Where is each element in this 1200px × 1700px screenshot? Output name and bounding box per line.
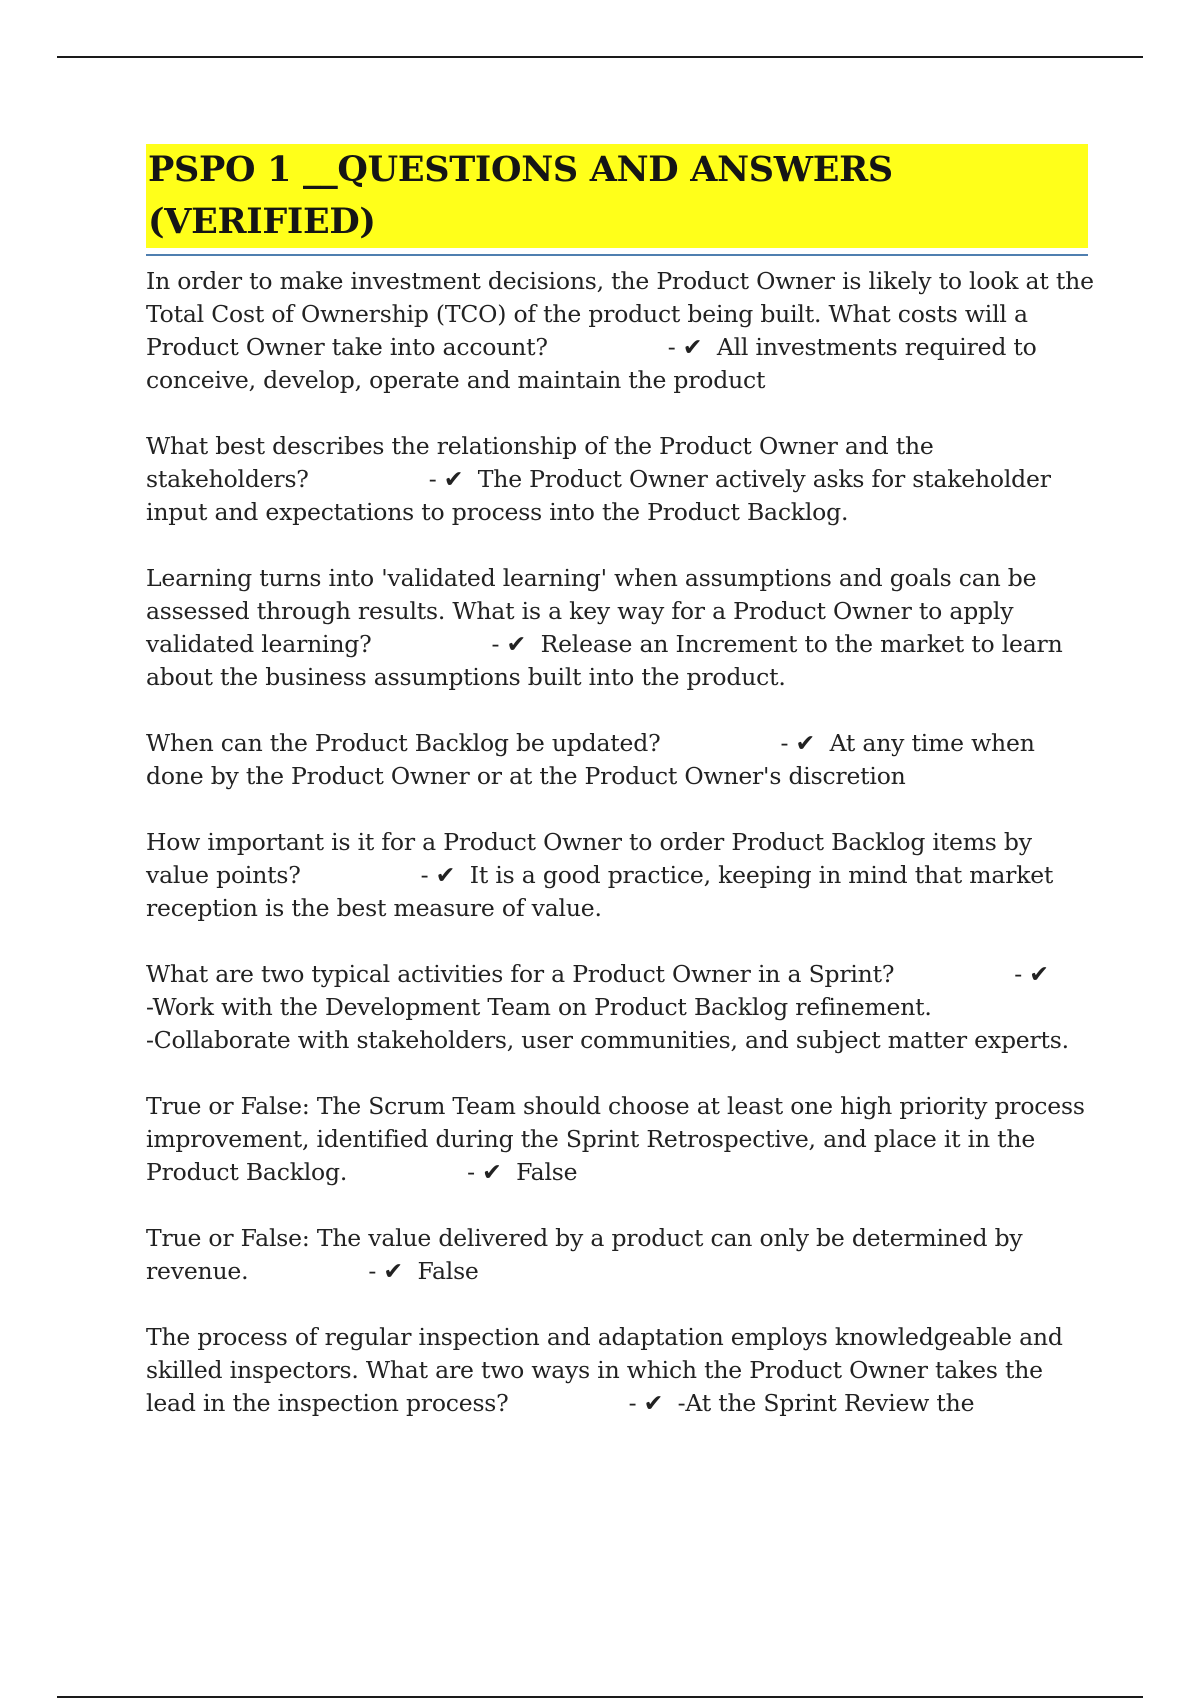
qa-item-3: [146, 562, 1096, 694]
qa-item-7: [146, 1090, 1096, 1189]
check-marker: - ✔: [368, 1257, 403, 1285]
answer-text: False: [516, 1158, 578, 1186]
answer-text: The Product Owner actively asks for stakeholder input and expectations to process into the Product Backlog.: [146, 465, 1051, 526]
check-marker: - ✔: [491, 630, 527, 658]
question-text: How important is it for a Product Owner to order Product Backlog items by value points?: [146, 828, 1032, 889]
qa-item-2: [146, 430, 1096, 529]
check-marker: - ✔: [467, 1158, 502, 1186]
question-text: True or False: The value delivered by a product can only be determined by revenue.: [146, 1224, 1023, 1285]
answer-text: False: [417, 1257, 479, 1285]
question-text: In order to make investment decisions, the Product Owner is likely to look at the Total Cost of Ownership (TCO) of the product being built. What costs will a Product Owner take into account?: [146, 267, 1094, 361]
question-text: Learning turns into 'validated learning' when assumptions and goals can be assessed through results. What is a key way for a Product Owner to apply validated learning?: [146, 564, 1037, 658]
question-text: True or False: The Scrum Team should choose at least one high priority process improvement, identified during the Sprint Retrospective, and place it in the Product Backlog.: [146, 1092, 1085, 1186]
check-marker: - ✔: [1014, 960, 1049, 988]
qa-list: [146, 265, 1096, 1453]
answer-line: -Collaborate with stakeholders, user communities, and subject matter experts.: [146, 1026, 1069, 1054]
check-marker: - ✔: [628, 1389, 664, 1417]
qa-item-5: [146, 826, 1096, 925]
qa-item-9: [146, 1321, 1096, 1420]
check-marker: - ✔: [420, 861, 456, 889]
question-text: What best describes the relationship of the Product Owner and the stakeholders?: [146, 432, 934, 493]
qa-item-8: [146, 1222, 1096, 1288]
footer-rule: [57, 1696, 1143, 1698]
header-rule: [57, 56, 1143, 58]
qa-item-6: [146, 958, 1096, 1057]
answer-line: -Work with the Development Team on Product Backlog refinement.: [146, 993, 932, 1021]
question-text: When can the Product Backlog be updated?: [146, 729, 661, 757]
answer-text: All investments required to conceive, develop, operate and maintain the product: [146, 333, 1037, 394]
document-title: PSPO 1 __QUESTIONS AND ANSWERS (VERIFIED): [146, 144, 1088, 248]
title-block: [146, 144, 1088, 256]
answer-text: -At the Sprint Review the: [677, 1389, 975, 1417]
check-marker: - ✔: [780, 729, 816, 757]
qa-item-1: [146, 265, 1096, 397]
answer-text: Release an Increment to the market to learn about the business assumptions built into the product.: [146, 630, 1063, 691]
check-marker: - ✔: [428, 465, 464, 493]
question-text: The process of regular inspection and adaptation employs knowledgeable and skilled inspectors. What are two ways in which the Product Owner takes the lead in the inspection process?: [146, 1323, 1063, 1417]
qa-item-4: [146, 727, 1096, 793]
question-text: What are two typical activities for a Product Owner in a Sprint?: [146, 960, 895, 988]
answer-text: It is a good practice, keeping in mind that market reception is the best measure of value.: [146, 861, 1054, 922]
answer-text: At any time when done by the Product Owner or at the Product Owner's discretion: [146, 729, 1035, 790]
check-marker: - ✔: [667, 333, 703, 361]
